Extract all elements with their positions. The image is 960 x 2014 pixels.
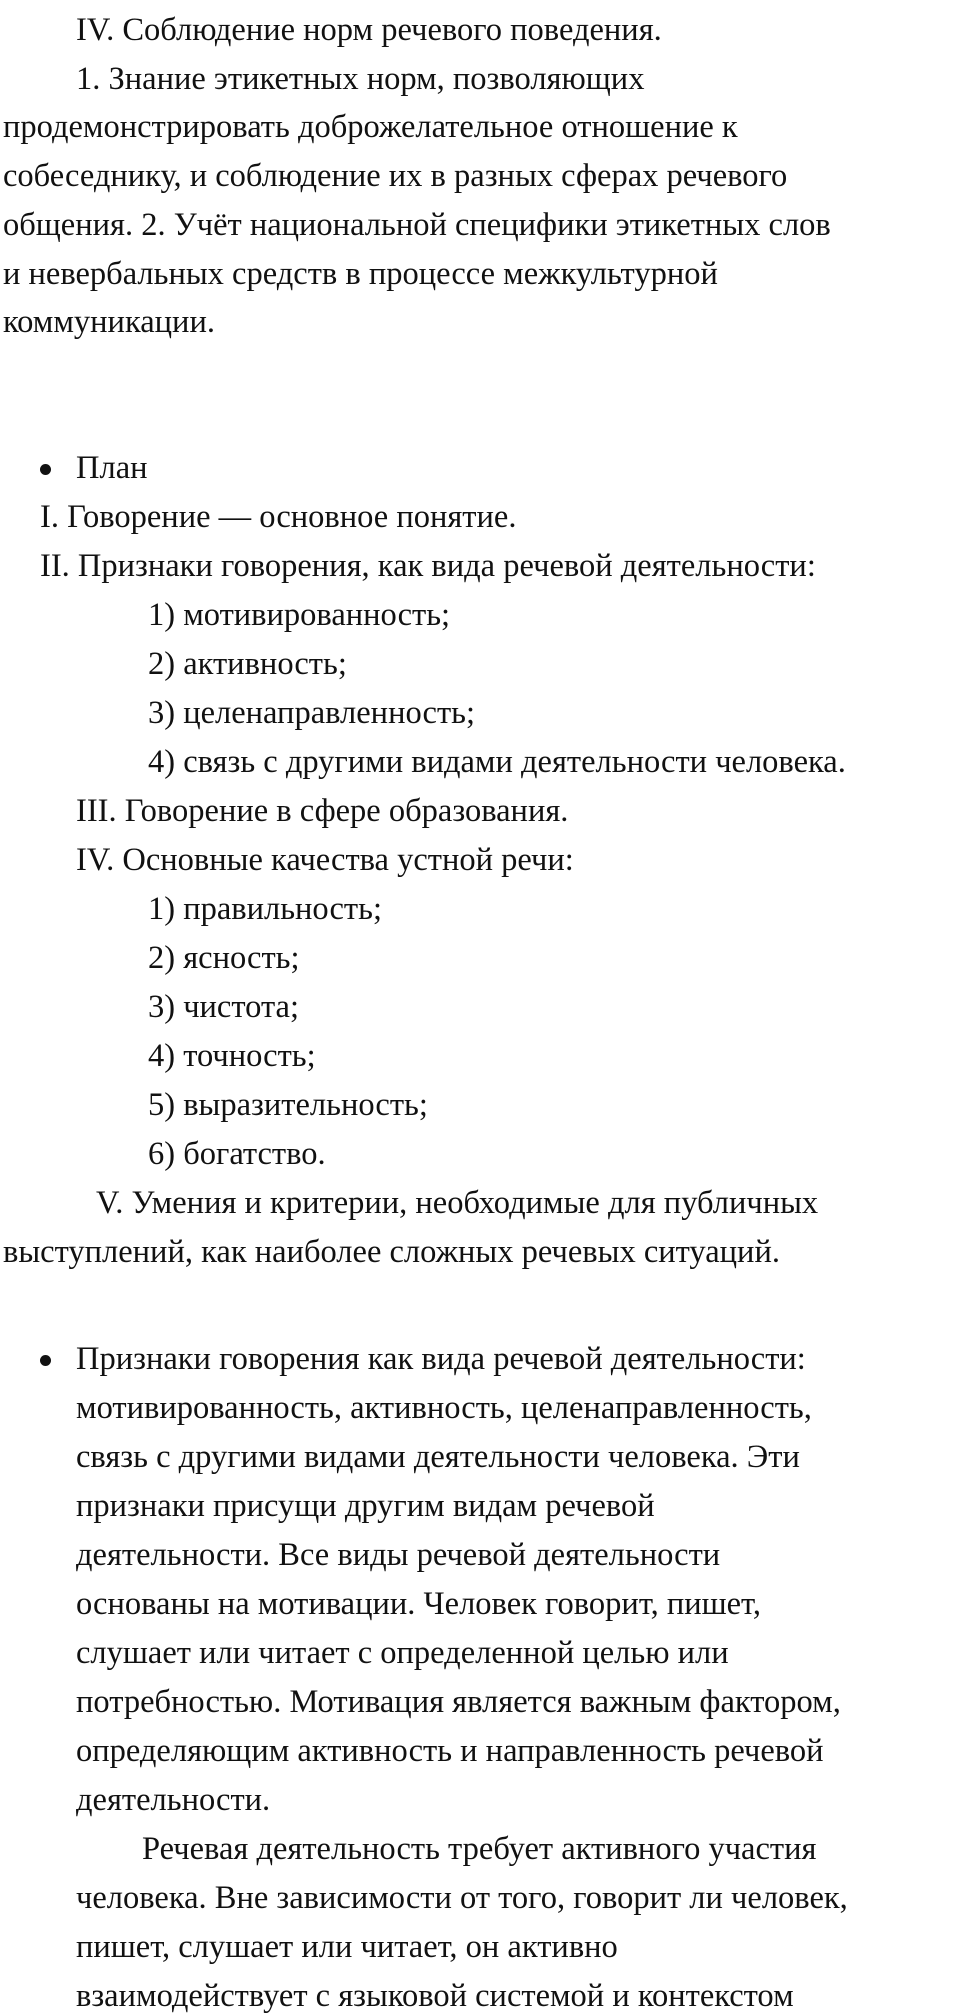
text-line: мотивированность, активность, целенаправленность, bbox=[76, 1390, 812, 1426]
text-line: продемонстрировать доброжелательное отношение к bbox=[3, 109, 738, 145]
text-line: собеседнику, и соблюдение их в разных сферах речевого bbox=[3, 158, 788, 194]
plan-subitem: 3) целенаправленность; bbox=[148, 695, 475, 731]
text-line: определяющим активность и направленность речевой bbox=[76, 1733, 824, 1769]
text-line: общения. 2. Учёт национальной специфики этикетных слов bbox=[3, 207, 831, 243]
plan-title: План bbox=[76, 450, 148, 486]
text-line: и невербальных средств в процессе межкультурной bbox=[3, 256, 718, 292]
plan-item: V. Умения и критерии, необходимые для публичных bbox=[96, 1185, 819, 1221]
plan-item: III. Говорение в сфере образования. bbox=[76, 793, 569, 829]
plan-item: выступлений, как наиболее сложных речевых ситуаций. bbox=[3, 1234, 780, 1270]
text-line: коммуникации. bbox=[3, 304, 215, 340]
plan-subitem: 4) точность; bbox=[148, 1038, 316, 1074]
plan-item: II. Признаки говорения, как вида речевой деятельности: bbox=[40, 548, 816, 584]
text-line: Признаки говорения как вида речевой деятельности: bbox=[76, 1341, 806, 1377]
plan-subitem: 2) ясность; bbox=[148, 940, 300, 976]
text-line: деятельности. bbox=[76, 1782, 271, 1818]
plan-subitem: 3) чистота; bbox=[148, 989, 300, 1025]
text-line: основаны на мотивации. Человек говорит, пишет, bbox=[76, 1586, 761, 1622]
plan-subitem: 1) мотивированность; bbox=[148, 597, 451, 633]
text-line: связь с другими видами деятельности человека. Эти bbox=[76, 1439, 800, 1475]
text-line: пишет, слушает или читает, он активно bbox=[76, 1929, 618, 1965]
section-iv-heading: IV. Соблюдение норм речевого поведения. bbox=[76, 12, 662, 48]
text-line: Речевая деятельность требует активного участия bbox=[142, 1831, 817, 1867]
text-line: признаки присущи другим видам речевой bbox=[76, 1488, 655, 1524]
plan-subitem: 4) связь с другими видами деятельности человека. bbox=[148, 744, 846, 780]
text-line: человека. Вне зависимости от того, говорит ли человек, bbox=[76, 1880, 848, 1916]
text-line: слушает или читает с определенной целью или bbox=[76, 1635, 729, 1671]
plan-subitem: 6) богатство. bbox=[148, 1136, 326, 1172]
text-line: 1. Знание этикетных норм, позволяющих bbox=[76, 61, 645, 97]
plan-subitem: 2) активность; bbox=[148, 646, 347, 682]
plan-subitem: 5) выразительность; bbox=[148, 1087, 428, 1123]
text-line: потребностью. Мотивация является важным фактором, bbox=[76, 1684, 841, 1720]
text-line: деятельности. Все виды речевой деятельности bbox=[76, 1537, 721, 1573]
bullet-icon bbox=[40, 1355, 51, 1366]
plan-item: IV. Основные качества устной речи: bbox=[76, 842, 574, 878]
text-line: взаимодействует с языковой системой и контекстом bbox=[76, 1978, 794, 2014]
plan-item: I. Говорение — основное понятие. bbox=[40, 499, 517, 535]
plan-subitem: 1) правильность; bbox=[148, 891, 382, 927]
bullet-icon bbox=[40, 464, 51, 475]
